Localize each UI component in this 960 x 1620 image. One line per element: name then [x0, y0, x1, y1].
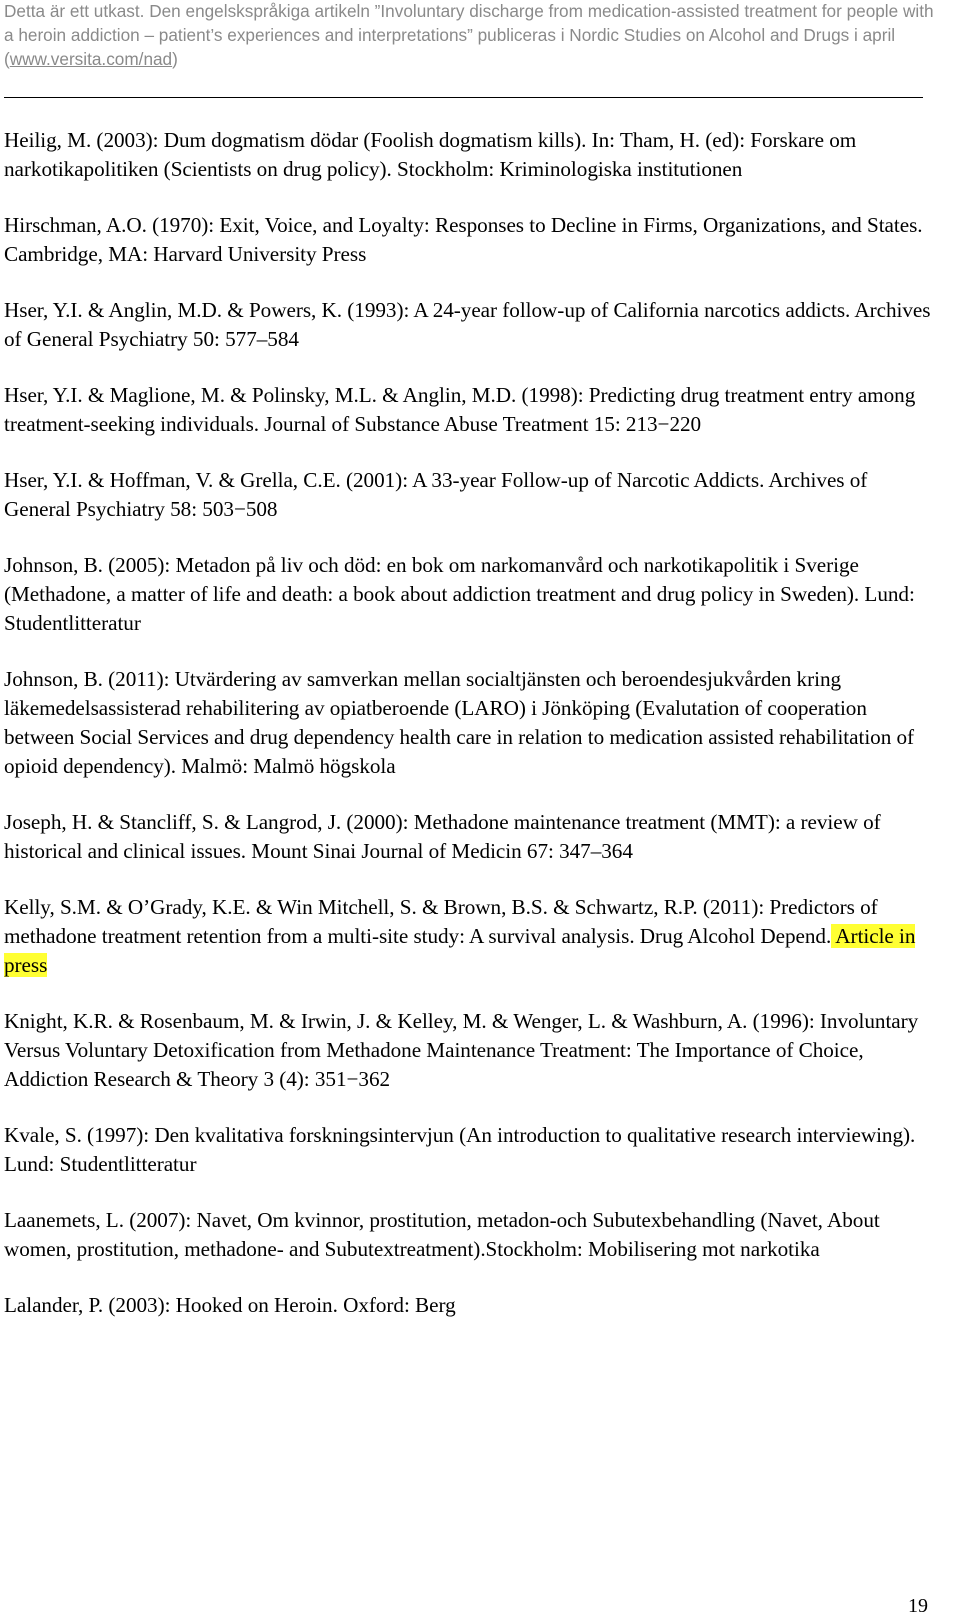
reference-text: Lalander, P. (2003): Hooked on Heroin. Oxford: Berg	[4, 1293, 456, 1317]
reference-item	[4, 808, 939, 866]
draft-notice-text: Detta är ett utkast. Den engelskspråkiga artikeln ”Involuntary discharge from medication-assisted treatment for people with a heroin addiction – patient’s experiences and interpretations” publiceras i Nordic Studies on Alcohol and Drugs i april (	[4, 1, 934, 69]
reference-text: Hirschman, A.O. (1970): Exit, Voice, and Loyalty: Responses to Decline in Firms, Organizations, and States. Cambridge, MA: Harvard University Press	[4, 213, 923, 266]
page-number: 19	[908, 1595, 928, 1617]
draft-notice	[4, 0, 934, 71]
reference-text: Knight, K.R. & Rosenbaum, M. & Irwin, J. & Kelley, M. & Wenger, L. & Washburn, A. (1996): Involuntary Versus Voluntary Detoxification from Methadone Maintenance Treatment: The Importance of Choice, Addiction Research & Theory 3 (4): 351−362	[4, 1009, 919, 1091]
reference-item	[4, 466, 939, 524]
reference-text: Joseph, H. & Stancliff, S. & Langrod, J. (2000): Methadone maintenance treatment (MMT): a review of historical and clinical issues. Mount Sinai Journal of Medicin 67: 347–364	[4, 810, 881, 863]
reference-list	[4, 126, 939, 1347]
reference-item	[4, 1121, 939, 1179]
reference-item	[4, 551, 939, 638]
reference-item	[4, 211, 939, 269]
reference-item	[4, 1007, 939, 1094]
reference-text: Laanemets, L. (2007): Navet, Om kvinnor, prostitution, metadon-och Subutexbehandling (Navet, About women, prostitution, methadone- and Subutextreatment).Stockholm: Mobilisering mot narkotika	[4, 1208, 880, 1261]
reference-text: Kelly, S.M. & O’Grady, K.E. & Win Mitchell, S. & Brown, B.S. & Schwartz, R.P. (2011): Predictors of methadone treatment retention from a multi-site study: A survival analysis. Drug Alcohol Depend.	[4, 895, 878, 948]
reference-text: Johnson, B. (2011): Utvärdering av samverkan mellan socialtjänsten och beroendesjukvården kring läkemedelsassisterad rehabilitering av opiatberoende (LARO) i Jönköping (Evalutation of cooperation between Social Services and drug dependency health care in relation to medication assisted rehabilitation of opioid dependency). Malmö: Malmö högskola	[4, 667, 915, 778]
header-divider	[4, 97, 923, 98]
reference-text: Hser, Y.I. & Hoffman, V. & Grella, C.E. (2001): A 33-year Follow-up of Narcotic Addicts. Archives of General Psychiatry 58: 503−508	[4, 468, 868, 521]
reference-item	[4, 893, 939, 980]
journal-link[interactable]: www.versita.com/nad	[9, 48, 173, 69]
highlighted-text: Article in press	[4, 924, 916, 977]
reference-text: Heilig, M. (2003): Dum dogmatism dödar (Foolish dogmatism kills). In: Tham, H. (ed): Forskare om narkotikapolitiken (Scientists on drug policy). Stockholm: Kriminologiska institutionen	[4, 128, 857, 181]
reference-text: Kvale, S. (1997): Den kvalitativa forskningsintervjun (An introduction to qualitative research interviewing). Lund: Studentlitteratur	[4, 1123, 916, 1176]
reference-item	[4, 126, 939, 184]
reference-item	[4, 381, 939, 439]
reference-item	[4, 665, 939, 781]
reference-text: Hser, Y.I. & Anglin, M.D. & Powers, K. (1993): A 24-year follow-up of California narcotics addicts. Archives of General Psychiatry 50: 577–584	[4, 298, 931, 351]
reference-text: Johnson, B. (2005): Metadon på liv och död: en bok om narkomanvård och narkotikapolitik i Sverige (Methadone, a matter of life and death: a book about addiction treatment and drug policy in Sweden). Lund: Studentlitteratur	[4, 553, 915, 635]
reference-item	[4, 1206, 939, 1264]
reference-item	[4, 1291, 939, 1320]
draft-notice-close: )	[172, 48, 178, 69]
reference-text: Hser, Y.I. & Maglione, M. & Polinsky, M.L. & Anglin, M.D. (1998): Predicting drug treatment entry among treatment-seeking individuals. Journal of Substance Abuse Treatment 15: 213−220	[4, 383, 916, 436]
reference-item	[4, 296, 939, 354]
